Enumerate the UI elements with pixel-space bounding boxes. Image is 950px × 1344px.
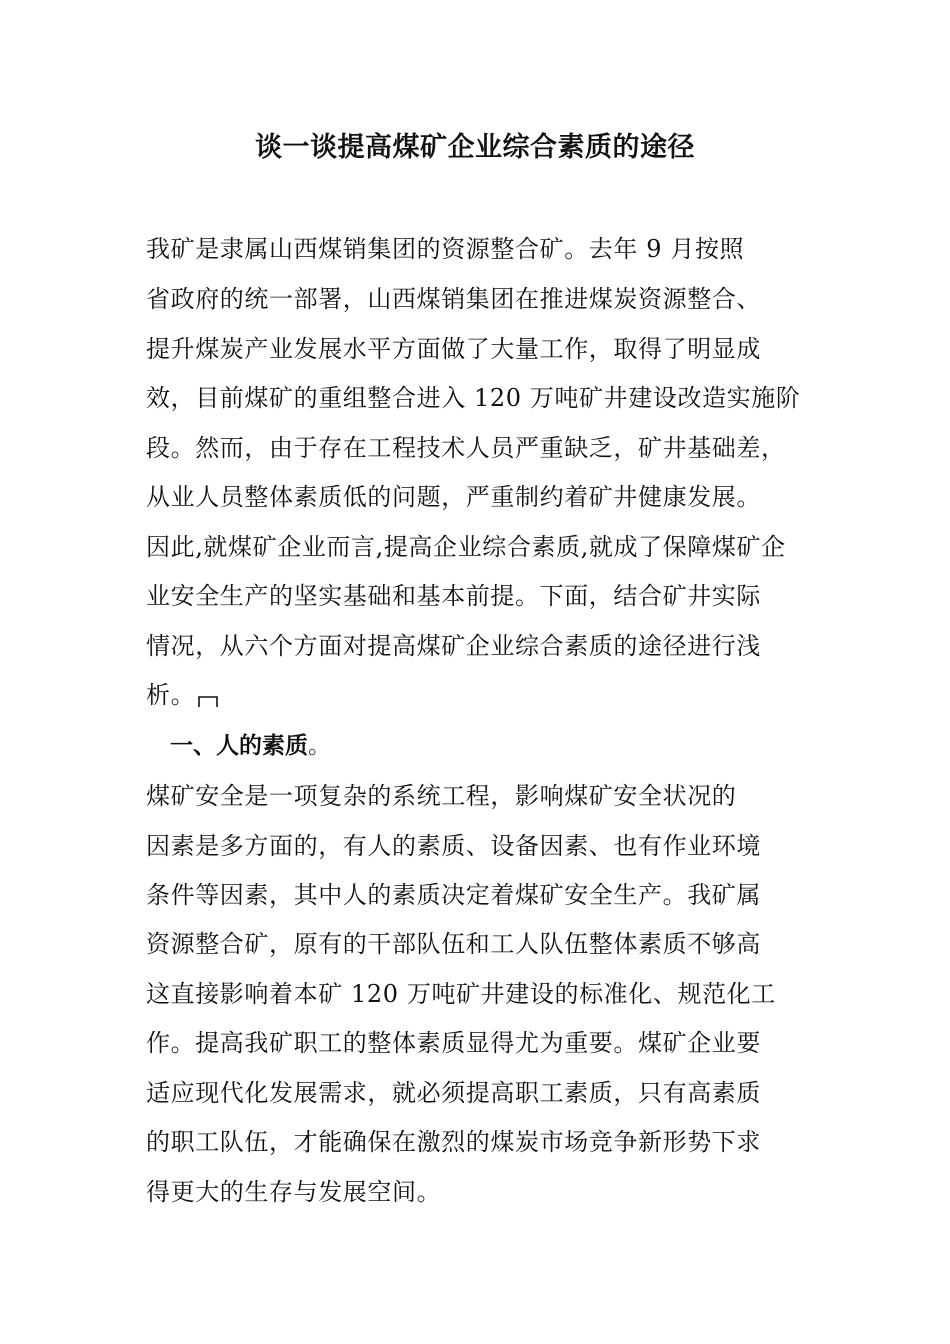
section-heading-text: 一、人的素质 [170, 733, 308, 759]
section-line: 煤矿安全是一项复杂的系统工程，影响煤矿安全状况的 [146, 782, 737, 810]
intro-line: 从业人员整体素质低的问题，严重制约着矿井健康发展。 [146, 483, 761, 511]
document-title: 谈一谈提高煤矿企业综合素质的途径 [255, 132, 695, 163]
intro-line: 提升煤炭产业发展水平方面做了大量工作，取得了明显成 [146, 335, 761, 363]
intro-line: 析。 [146, 681, 196, 709]
intro-line: 情况，从六个方面对提高煤矿企业综合素质的途径进行浅 [146, 632, 761, 660]
intro-line: 因此,就煤矿企业而言,提高企业综合素质,就成了保障煤矿企 [146, 533, 786, 561]
section-line: 因素是多方面的，有人的素质、设备因素、也有作业环境 [146, 832, 761, 860]
section-heading-punct: 。 [308, 733, 331, 759]
intro-line: 省政府的统一部署，山西煤销集团在推进煤炭资源整合、 [146, 285, 761, 313]
intro-line: 我矿是隶属山西煤销集团的资源整合矿。去年 9 月按照 [146, 235, 745, 263]
section-heading [170, 724, 331, 768]
paragraph-mark-icon [198, 694, 218, 708]
intro-line: 业安全生产的坚实基础和基本前提。下面，结合矿井实际 [146, 582, 761, 610]
section-line: 作。提高我矿职工的整体素质显得尤为重要。煤矿企业要 [146, 1029, 761, 1057]
section-line: 适应现代化发展需求，就必须提高职工素质，只有高素质 [146, 1079, 761, 1107]
section-line: 资源整合矿，原有的干部队伍和工人队伍整体素质不够高 [146, 930, 761, 958]
intro-line: 段。然而，由于存在工程技术人员严重缺乏，矿井基础差， [146, 434, 786, 462]
section-line: 得更大的生存与发展空间。 [146, 1178, 442, 1206]
section-line: 条件等因素，其中人的素质决定着煤矿安全生产。我矿属 [146, 881, 761, 909]
section-line: 的职工队伍，才能确保在激烈的煤炭市场竞争新形势下求 [146, 1128, 761, 1156]
intro-line: 效，目前煤矿的重组整合进入 120 万吨矿井建设改造实施阶 [146, 384, 801, 412]
section-line: 这直接影响着本矿 120 万吨矿井建设的标准化、规范化工 [146, 980, 776, 1008]
